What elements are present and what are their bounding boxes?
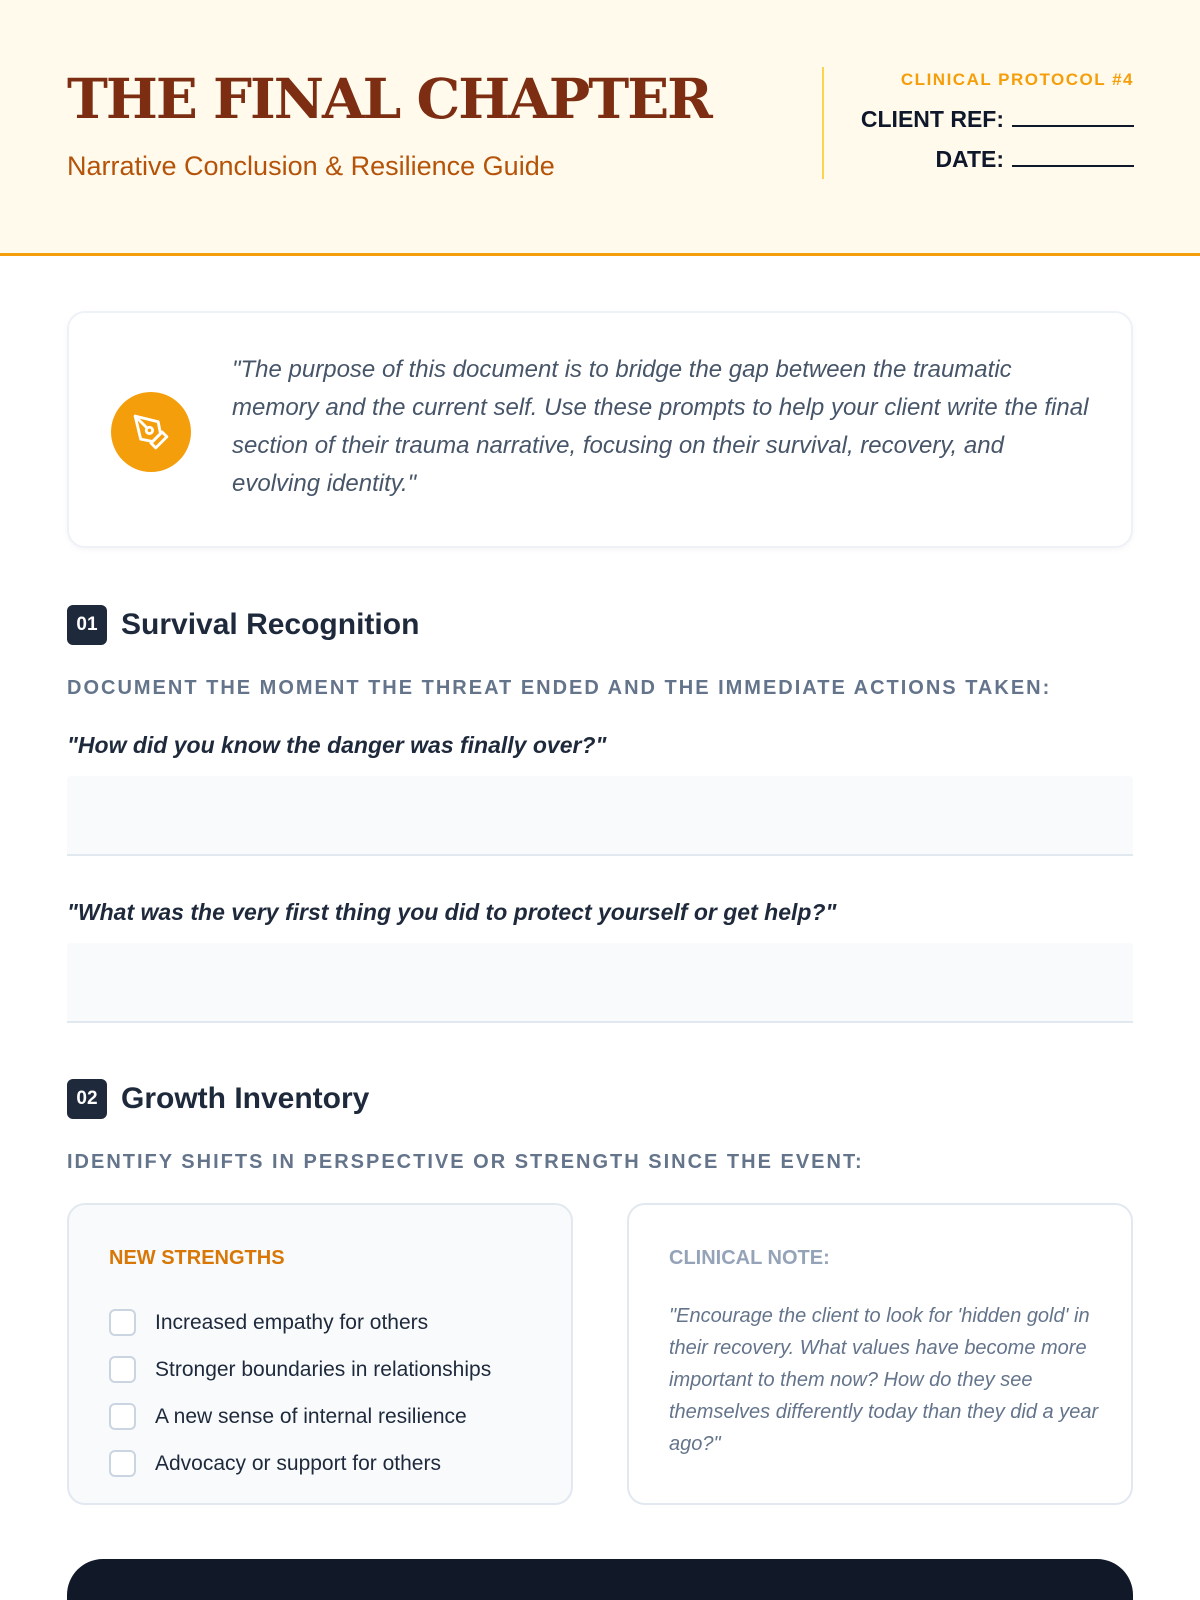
- checklist-item[interactable]: [109, 1346, 491, 1393]
- clinical-note-heading: CLINICAL NOTE:: [669, 1247, 830, 1269]
- checklist-item[interactable]: [109, 1393, 491, 1440]
- checkbox[interactable]: [109, 1309, 136, 1336]
- section-1-header: [67, 605, 419, 645]
- checklist-label: Stronger boundaries in relationships: [155, 1357, 492, 1381]
- strengths-heading: NEW STRENGTHS: [109, 1247, 285, 1269]
- prompt-2: "What was the very first thing you did to protect yourself or get help?": [67, 899, 837, 925]
- section-2-instruction: IDENTIFY SHIFTS IN PERSPECTIVE OR STRENGTH SINCE THE EVENT:: [67, 1151, 864, 1173]
- intro-card: [67, 311, 1133, 548]
- footer-panel: [67, 1559, 1133, 1600]
- prompt-1: "How did you know the danger was finally over?": [67, 732, 607, 758]
- clinical-note-text: "Encourage the client to look for 'hidden gold' in their recovery. What values have become more important to them now? How do they see themselves differently today than they did a year ago?": [669, 1305, 1099, 1455]
- protocol-label: CLINICAL PROTOCOL #4: [900, 70, 1134, 89]
- strengths-card: [67, 1203, 573, 1505]
- strengths-checklist: [109, 1299, 491, 1487]
- date-line: [935, 146, 1134, 173]
- checkbox[interactable]: [109, 1403, 136, 1430]
- checklist-item[interactable]: [109, 1440, 491, 1487]
- document-header: [0, 0, 1200, 256]
- date-field[interactable]: [1012, 148, 1134, 167]
- intro-text: "The purpose of this document is to bridge the gap between the traumatic memory and the current self. Use these prompts to help your client write the final section of their trauma narrative, focusing on their survival, recovery, and evolving identity.": [232, 356, 1089, 497]
- section-2-header: [67, 1079, 369, 1119]
- document-title: THE FINAL CHAPTER: [67, 66, 711, 131]
- checkbox[interactable]: [109, 1450, 136, 1477]
- checklist-label: Advocacy or support for others: [155, 1451, 441, 1475]
- answer-field-2[interactable]: [67, 943, 1133, 1023]
- document-subtitle: Narrative Conclusion & Resilience Guide: [67, 151, 555, 181]
- section-1-number: 01: [67, 605, 107, 645]
- section-2-title: Growth Inventory: [121, 1082, 370, 1115]
- pen-nib-icon: [111, 392, 191, 472]
- section-1-instruction: DOCUMENT THE MOMENT THE THREAT ENDED AND THE IMMEDIATE ACTIONS TAKEN:: [67, 677, 1052, 699]
- checklist-item[interactable]: [109, 1299, 491, 1346]
- client-ref-line: [861, 106, 1134, 133]
- checkbox[interactable]: [109, 1356, 136, 1383]
- checklist-label: Increased empathy for others: [155, 1310, 429, 1334]
- answer-field-1[interactable]: [67, 776, 1133, 856]
- client-ref-field[interactable]: [1012, 108, 1134, 127]
- client-ref-label: CLIENT REF:: [860, 106, 1004, 132]
- section-2-number: 02: [67, 1079, 107, 1119]
- clinical-note-card: [627, 1203, 1133, 1505]
- section-1-title: Survival Recognition: [121, 608, 420, 641]
- date-label: DATE:: [935, 146, 1004, 172]
- checklist-label: A new sense of internal resilience: [155, 1404, 467, 1428]
- header-divider: [822, 67, 824, 179]
